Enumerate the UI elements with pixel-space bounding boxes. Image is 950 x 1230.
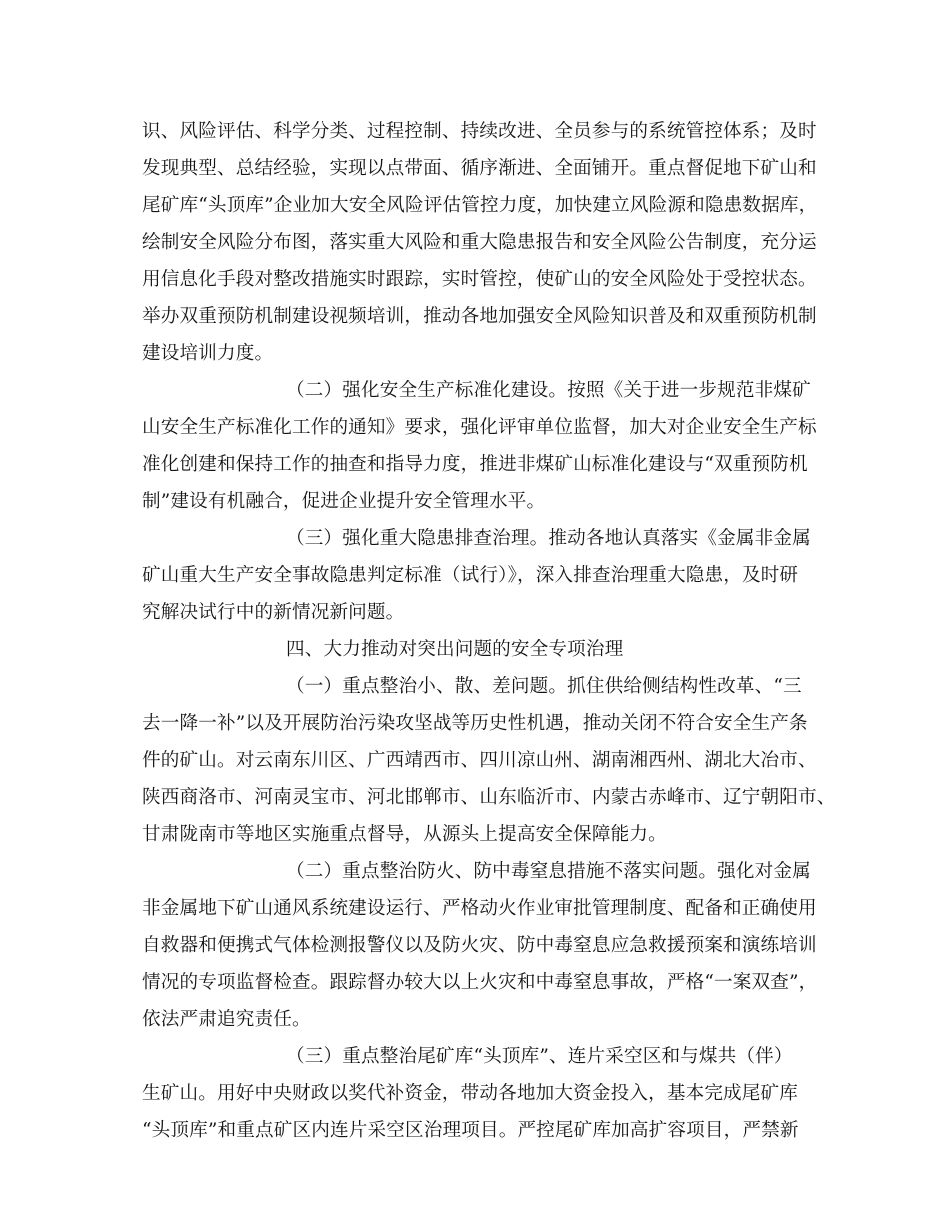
- paragraph-first-line: （三）强化重大隐患排查治理。推动各地认真落实《金属非金属: [286, 528, 811, 549]
- paragraph-first-line: （二）重点整治防火、防中毒窒息措施不落实问题。强化对金属: [286, 861, 811, 882]
- text-line: 识、风险评估、科学分类、过程控制、持续改进、全员参与的系统管控体系；及时: [142, 121, 817, 142]
- text-line: 情况的专项监督检查。跟踪督办较大以上火灾和中毒窒息事故，严格“一案双查”，: [142, 972, 818, 993]
- text-line: 准化创建和保持工作的抽查和指导力度，推进非煤矿山标准化建设与“双重预防机: [142, 454, 808, 475]
- text-line: 山安全生产标准化工作的通知》要求，强化评审单位监督，加大对企业安全生产标: [142, 417, 817, 438]
- section-heading: 四、大力推动对突出问题的安全专项治理: [286, 639, 624, 660]
- text-line: 自救器和便携式气体检测报警仪以及防火灾、防中毒窒息应急救援预案和演练培训: [142, 935, 817, 956]
- text-line: 矿山重大生产安全事故隐患判定标准（试行）》，深入排查治理重大隐患，及时研: [142, 565, 799, 586]
- text-line: 发现典型、总结经验，实现以点带面、循序渐进、全面铺开。重点督促地下矿山和: [142, 158, 817, 179]
- text-line: “头顶库”和重点矿区内连片采空区治理项目。严控尾矿库加高扩容项目，严禁新: [142, 1120, 799, 1141]
- text-line: 尾矿库“头顶库”企业加大安全风险评估管控力度，加快建立风险源和隐患数据库，: [142, 195, 818, 216]
- paragraph-first-line: （二）强化安全生产标准化建设。按照《关于进一步规范非煤矿: [286, 380, 811, 401]
- text-line: 建设培训力度。: [142, 343, 274, 364]
- text-line: 件的矿山。对云南东川区、广西靖西市、四川凉山州、湖南湘西州、湖北大冶市、: [142, 750, 817, 771]
- text-line: 举办双重预防机制建设视频培训，推动各地加强安全风险知识普及和双重预防机制: [142, 306, 817, 327]
- paragraph-first-line: （三）重点整治尾矿库“头顶库”、连片采空区和与煤共（伴）: [286, 1046, 793, 1067]
- text-line: 生矿山。用好中央财政以奖代补资金，带动各地加大资金投入，基本完成尾矿库: [142, 1083, 799, 1104]
- text-line: 用信息化手段对整改措施实时跟踪，实时管控，使矿山的安全风险处于受控状态。: [142, 269, 817, 290]
- text-line: 制”建设有机融合，促进企业提升安全管理水平。: [142, 491, 546, 512]
- text-line: 绘制安全风险分布图，落实重大风险和重大隐患报告和安全风险公告制度，充分运: [142, 232, 817, 253]
- text-line: 去一降一补”以及开展防治污染攻坚战等历史性机遇，推动关闭不符合安全生产条: [142, 713, 808, 734]
- paragraph-first-line: （一）重点整治小、散、差问题。抓住供给侧结构性改革、“三: [286, 676, 802, 697]
- text-line: 甘肃陇南市等地区实施重点督导，从源头上提高安全保障能力。: [142, 824, 667, 845]
- text-line: 陕西商洛市、河南灵宝市、河北邯郸市、山东临沂市、内蒙古赤峰市、辽宁朝阳市、: [142, 787, 836, 808]
- text-line: 依法严肃追究责任。: [142, 1009, 311, 1030]
- text-line: 非金属地下矿山通风系统建设运行、严格动火作业审批管理制度、配备和正确使用: [142, 898, 817, 919]
- text-line: 究解决试行中的新情况新问题。: [142, 602, 405, 623]
